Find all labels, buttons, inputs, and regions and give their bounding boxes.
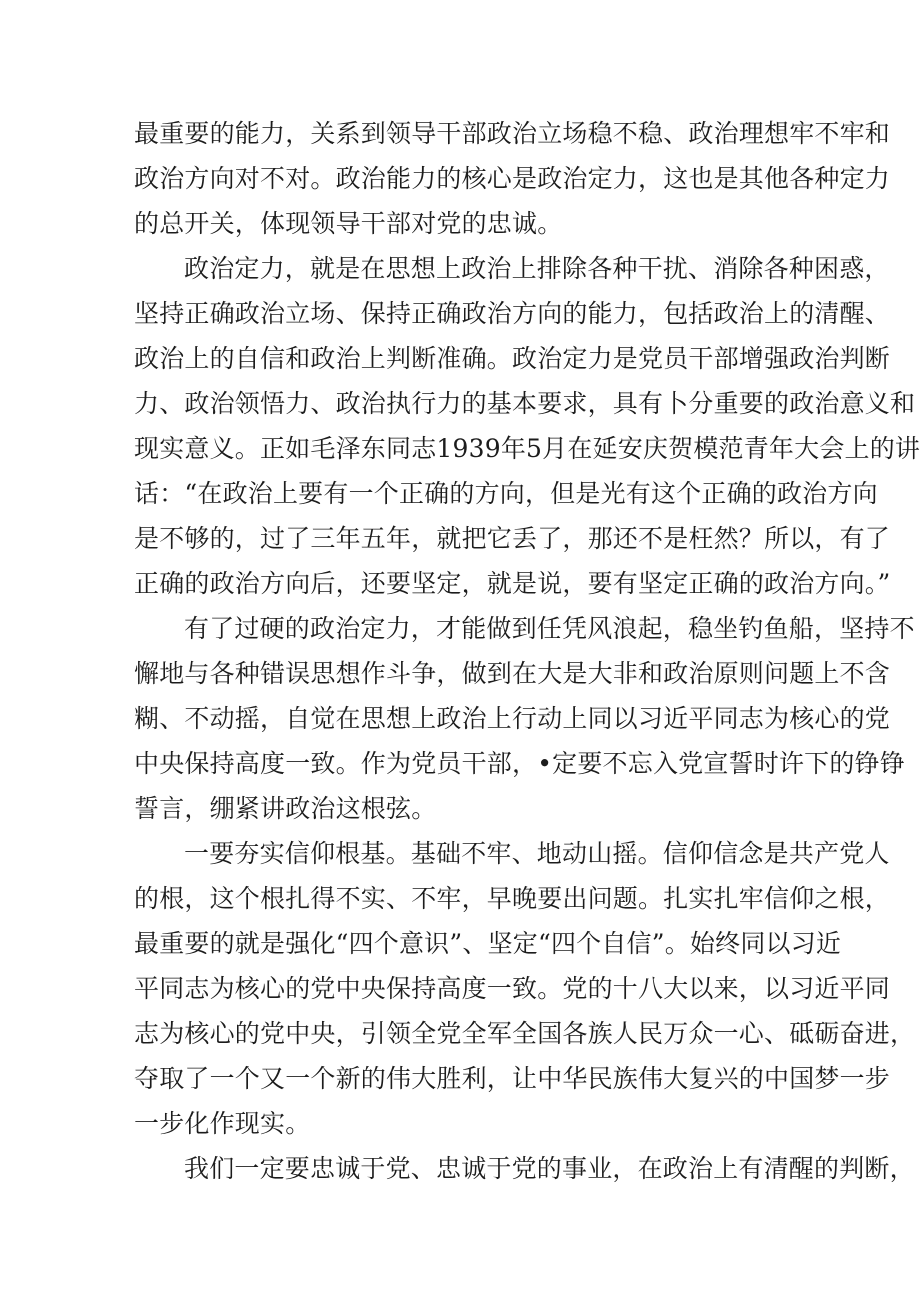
paragraph bbox=[134, 831, 916, 1146]
text-line: 有了过硬的政治定力，才能做到任凭风浪起，稳坐钓鱼船，坚持不 bbox=[184, 614, 915, 643]
text-line: 一要夯实信仰根基。基础不牢、地动山摇。信仰信念是共产党人 bbox=[184, 839, 890, 868]
text-line: 坚持正确政治立场、保持正确政治方向的能力，包括政治上的清醒、 bbox=[134, 299, 891, 328]
text-line: 夺取了一个又一个新的伟大胜利，让中华民族伟大复兴的中国梦一步 bbox=[134, 1064, 891, 1093]
text-line: 力、政治领悟力、政治执行力的基本要求，具有卜分重要的政治意义和 bbox=[134, 389, 916, 418]
text-line: 政治上的自信和政治上判断准确。政治定力是党员干部增强政治判断 bbox=[134, 344, 891, 373]
paragraph bbox=[134, 606, 915, 831]
text-line: 现实意义。正如毛泽东同志1939年5月在延安庆贺模范青年大会上的讲 bbox=[134, 434, 920, 463]
text-line: 我们一定要忠诚于党、忠诚于党的事业，在政治上有清醒的判断， bbox=[184, 1154, 915, 1183]
text-line: 的根，这个根扎得不实、不牢，早晚要出问题。扎实扎牢信仰之根， bbox=[134, 884, 891, 913]
text-line: 志为核心的党中央，引领全党全军全国各族人民万众一心、砥砺奋进， bbox=[134, 1019, 916, 1048]
document-body bbox=[134, 111, 920, 1191]
text-line: 平同志为核心的党中央保持高度一致。党的十八大以来，以习近平同 bbox=[134, 974, 891, 1003]
text-line: 懈地与各种错误思想作斗争，做到在大是大非和政治原则问题上不含 bbox=[134, 659, 891, 688]
text-line: 政治定力，就是在思想上政治上排除各种干扰、消除各种困惑， bbox=[184, 254, 890, 283]
text-line: 政治方向对不对。政治能力的核心是政治定力，这也是其他各种定力 bbox=[134, 164, 891, 193]
text-line: 最重要的能力，关系到领导干部政治立场稳不稳、政治理想牢不牢和 bbox=[134, 119, 891, 148]
text-line: 话：“在政治上要有一个正确的方向，但是光有这个正确的政治方向 bbox=[134, 479, 878, 508]
text-line: 中央保持高度一致。作为党员干部，•定要不忘入党宣誓时许下的铮铮 bbox=[134, 749, 905, 778]
text-line: 糊、不动摇，自觉在思想上政治上行动上同以习近平同志为核心的党 bbox=[134, 704, 891, 733]
text-line: 正确的政治方向后，还要坚定，就是说，要有坚定正确的政治方向。” bbox=[134, 569, 891, 598]
paragraph bbox=[134, 246, 920, 606]
paragraph bbox=[134, 1146, 915, 1191]
text-line: 誓言，绷紧讲政治这根弦。 bbox=[134, 794, 437, 823]
text-line: 的总开关，体现领导干部对党的忠诚。 bbox=[134, 209, 563, 238]
text-line: 一步化作现实。 bbox=[134, 1109, 311, 1138]
text-line: 是不够的，过了三年五年，就把它丢了，那还不是枉然？所以，有了 bbox=[134, 524, 891, 553]
text-line: 最重要的就是强化“四个意识”、坚定“四个自信”。始终同以习近 bbox=[134, 929, 842, 958]
paragraph bbox=[134, 111, 891, 246]
